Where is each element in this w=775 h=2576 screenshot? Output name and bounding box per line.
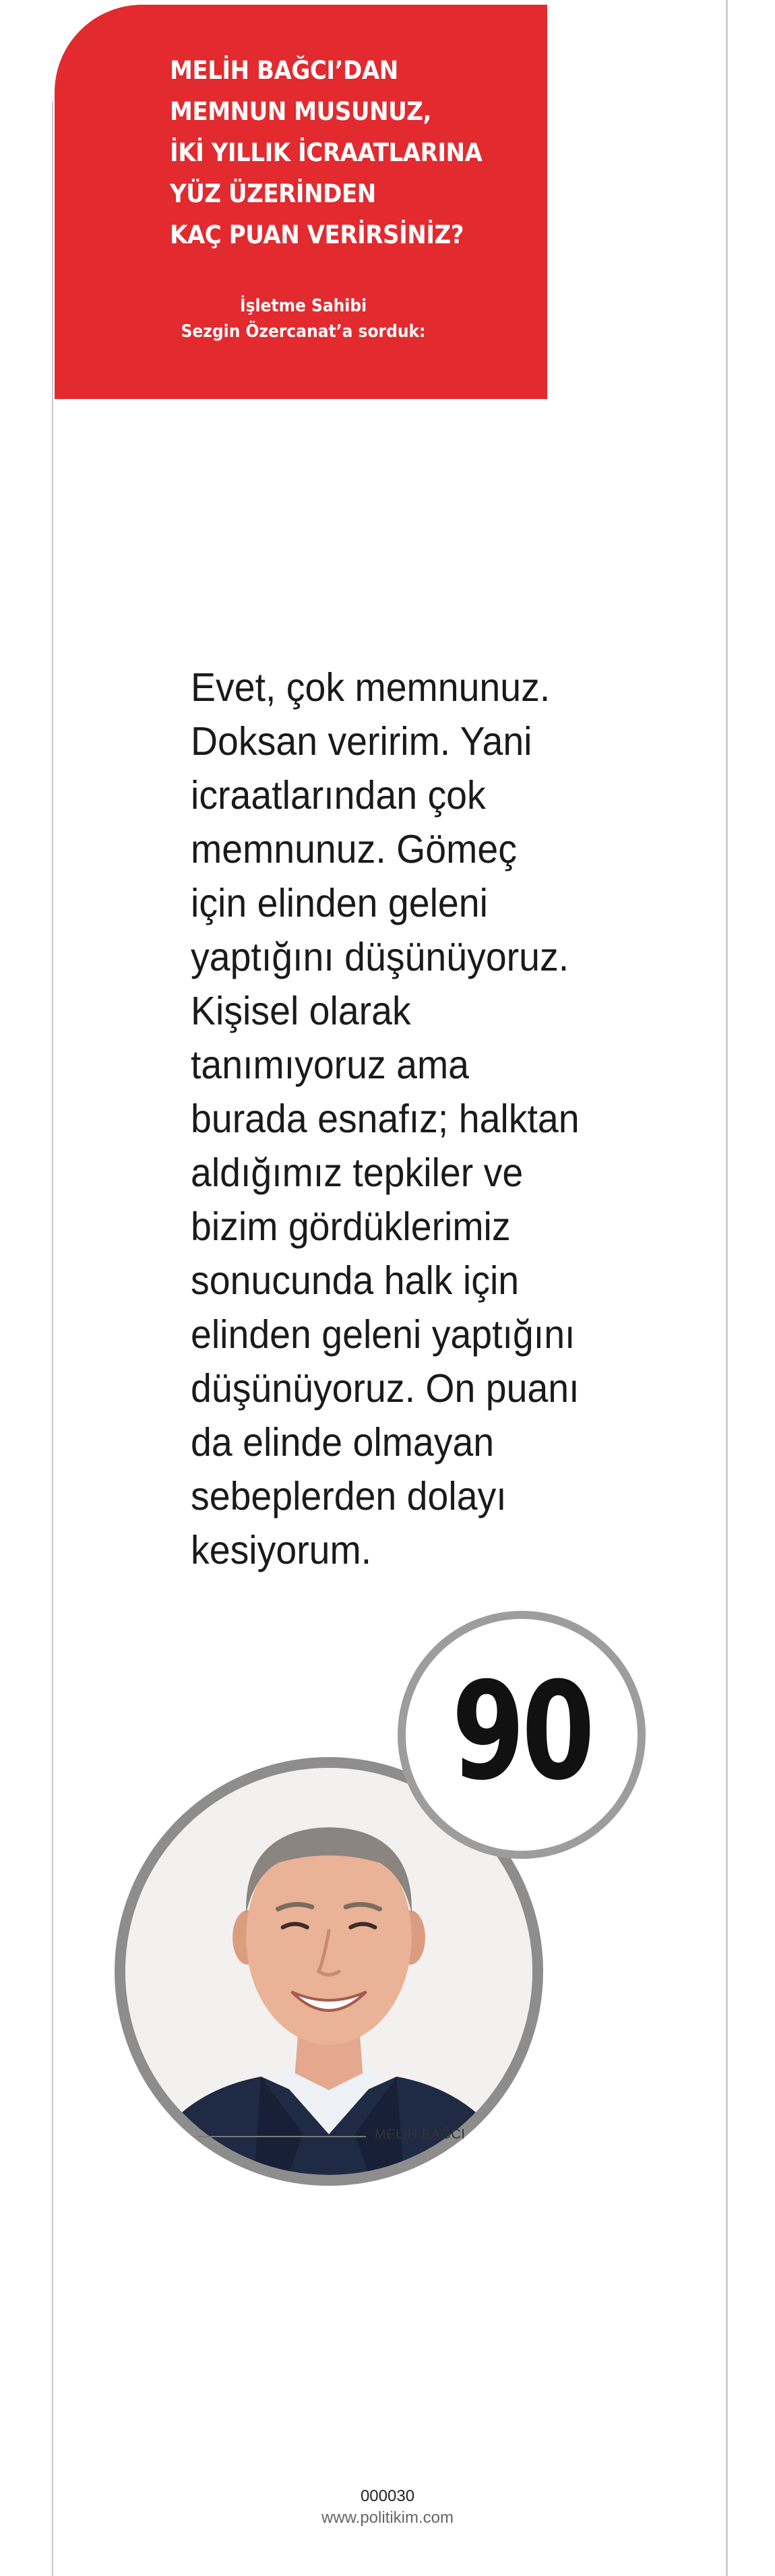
- answer-line: tanımıyoruz ama: [191, 1043, 470, 1087]
- answer-line: icraatlarından çok: [191, 773, 486, 818]
- answer-line: da elinde olmayan: [191, 1420, 495, 1465]
- answer-line: aldığımız tepkiler ve: [191, 1151, 524, 1195]
- right-border-line: [726, 0, 728, 2576]
- question-line: MELİH BAĞCI’DAN: [170, 56, 398, 85]
- respondent-title: İşletme Sahibi: [239, 296, 367, 316]
- answer-line: bizim gördüklerimiz: [191, 1204, 511, 1249]
- question-line: İKİ YILLIK İCRAATLARINA: [170, 138, 483, 167]
- answer-line: sebeplerden dolayı: [191, 1474, 507, 1519]
- photo-caption: MELİH BAĞCI: [375, 2127, 466, 2142]
- answer-line: Doksan veririm. Yani: [191, 719, 532, 764]
- answer-line: burada esnafız; halktan: [191, 1097, 580, 1141]
- question-line: YÜZ ÜZERİNDEN: [170, 179, 376, 208]
- caption-divider: [197, 2136, 366, 2137]
- question-line: MEMNUN MUSUNUZ,: [170, 97, 431, 126]
- respondent-intro: [140, 293, 467, 344]
- left-border-line: [52, 101, 53, 2576]
- question-heading: [170, 50, 492, 255]
- score-badge: [398, 1611, 646, 1859]
- website-url: www.politikim.com: [321, 2509, 454, 2527]
- answer-text: [191, 661, 596, 1577]
- answer-line: kesiyorum.: [191, 1528, 372, 1572]
- answer-line: Evet, çok memnunuz.: [191, 665, 551, 710]
- respondent-name: Sezgin Özercanat’a sorduk:: [181, 321, 426, 342]
- answer-line: sonucunda halk için: [191, 1258, 520, 1303]
- question-line: KAÇ PUAN VERİRSİNİZ?: [170, 220, 464, 249]
- answer-line: memnunuz. Gömeç: [191, 827, 517, 871]
- answer-line: Kişisel olarak: [191, 989, 411, 1033]
- score-value: 90: [452, 1653, 592, 1810]
- answer-line: elinden geleni yaptığını: [191, 1312, 576, 1357]
- answer-line: için elinden geleni: [191, 881, 488, 925]
- page-number: 000030: [360, 2487, 415, 2505]
- answer-line: yaptığını düşünüyoruz.: [191, 935, 569, 979]
- answer-line: düşünüyoruz. On puanı: [191, 1366, 580, 1411]
